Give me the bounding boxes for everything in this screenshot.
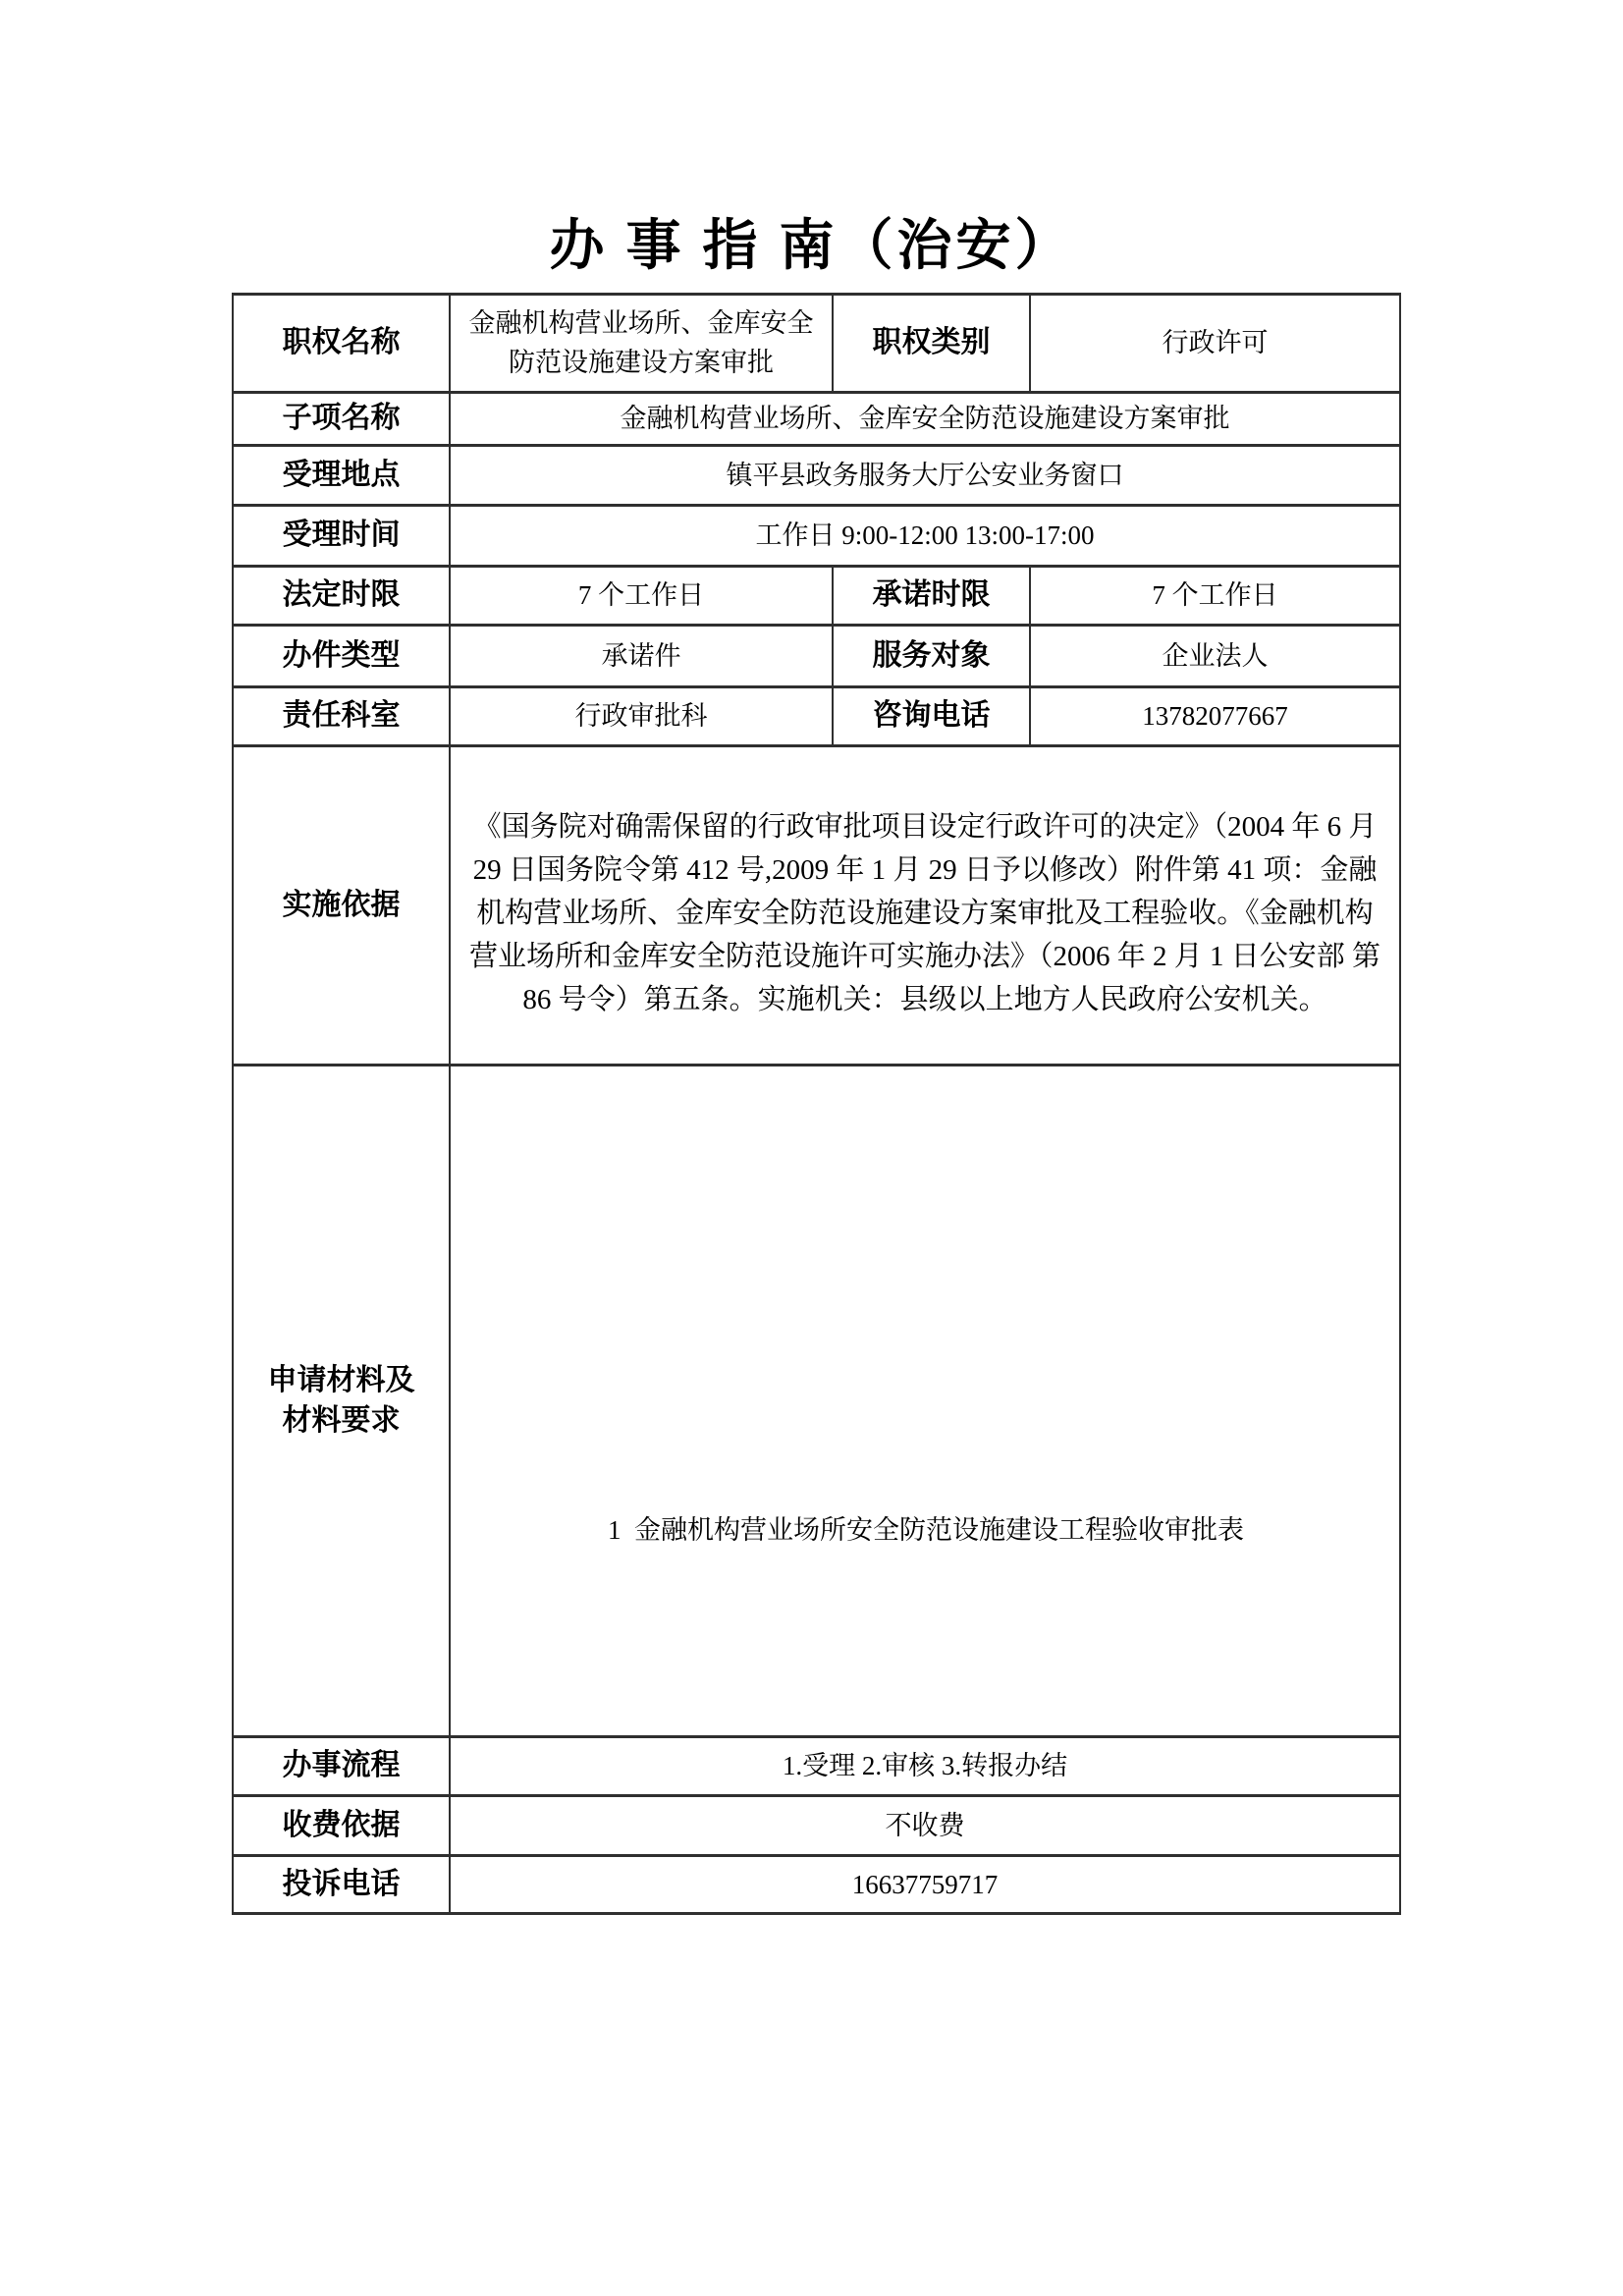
service-target-value: 企业法人 bbox=[1030, 626, 1400, 687]
process-label: 办事流程 bbox=[233, 1737, 450, 1796]
legal-basis-value: 《国务院对确需保留的行政审批项目设定行政许可的决定》（2004 年 6 月 29 日国务院令第 412 号,2009 年 1 月 29 日予以修改）附件第 41 项：金融机构营业场所、金库安全防范设施建设方案审批及工程验收。《金融机构营业场所和金库安全防范设施许可实施办法》（2006 年 2 月 1 日公安部 第 86 号令）第五条。实施机关：县级以上地方人民政府公安机关。 bbox=[450, 746, 1400, 1066]
row-complaint-phone bbox=[233, 1856, 1400, 1914]
accept-time-value: 工作日 9:00-12:00 13:00-17:00 bbox=[450, 506, 1400, 567]
promised-limit-label: 承诺时限 bbox=[833, 567, 1030, 626]
fee-basis-value: 不收费 bbox=[450, 1796, 1400, 1856]
subitem-name-label: 子项名称 bbox=[233, 393, 450, 446]
page-title: 办 事 指 南（治安） bbox=[549, 216, 1074, 277]
legal-limit-label: 法定时限 bbox=[233, 567, 450, 626]
complaint-phone-label: 投诉电话 bbox=[233, 1856, 450, 1914]
case-type-value: 承诺件 bbox=[450, 626, 833, 687]
accept-location-label: 受理地点 bbox=[233, 446, 450, 506]
service-target-label: 服务对象 bbox=[833, 626, 1030, 687]
row-case-type bbox=[233, 626, 1400, 687]
row-subitem-name bbox=[233, 393, 1400, 446]
service-guide-table bbox=[232, 293, 1401, 1915]
department-value: 行政审批科 bbox=[450, 687, 833, 746]
promised-limit-value: 7 个工作日 bbox=[1030, 567, 1400, 626]
accept-location-value: 镇平县政务服务大厅公安业务窗口 bbox=[450, 446, 1400, 506]
materials-label bbox=[233, 1066, 450, 1737]
legal-limit-value: 7 个工作日 bbox=[450, 567, 833, 626]
row-accept-location bbox=[233, 446, 1400, 506]
materials-label-line2: 材料要求 bbox=[282, 1403, 401, 1437]
inquiry-phone-label: 咨询电话 bbox=[833, 687, 1030, 746]
accept-time-label: 受理时间 bbox=[233, 506, 450, 567]
row-department bbox=[233, 687, 1400, 746]
row-fee-basis bbox=[233, 1796, 1400, 1856]
row-legal-basis bbox=[233, 746, 1400, 1066]
case-type-label: 办件类型 bbox=[233, 626, 450, 687]
row-time-limits bbox=[233, 567, 1400, 626]
materials-value: 1 金融机构营业场所安全防范设施建设工程验收审批表 bbox=[450, 1066, 1400, 1737]
inquiry-phone-value: 13782077667 bbox=[1030, 687, 1400, 746]
row-power-name bbox=[233, 295, 1400, 393]
row-materials bbox=[233, 1066, 1400, 1737]
row-process bbox=[233, 1737, 1400, 1796]
power-name-label: 职权名称 bbox=[233, 295, 450, 393]
row-accept-time bbox=[233, 506, 1400, 567]
fee-basis-label: 收费依据 bbox=[233, 1796, 450, 1856]
power-type-label: 职权类别 bbox=[833, 295, 1030, 393]
complaint-phone-value: 16637759717 bbox=[450, 1856, 1400, 1914]
materials-label-line1: 申请材料及 bbox=[267, 1364, 415, 1397]
power-name-value: 金融机构营业场所、金库安全防范设施建设方案审批 bbox=[450, 295, 833, 393]
subitem-name-value: 金融机构营业场所、金库安全防范设施建设方案审批 bbox=[450, 393, 1400, 446]
power-type-value: 行政许可 bbox=[1030, 295, 1400, 393]
department-label: 责任科室 bbox=[233, 687, 450, 746]
legal-basis-label: 实施依据 bbox=[233, 746, 450, 1066]
process-value: 1.受理 2.审核 3.转报办结 bbox=[450, 1737, 1400, 1796]
